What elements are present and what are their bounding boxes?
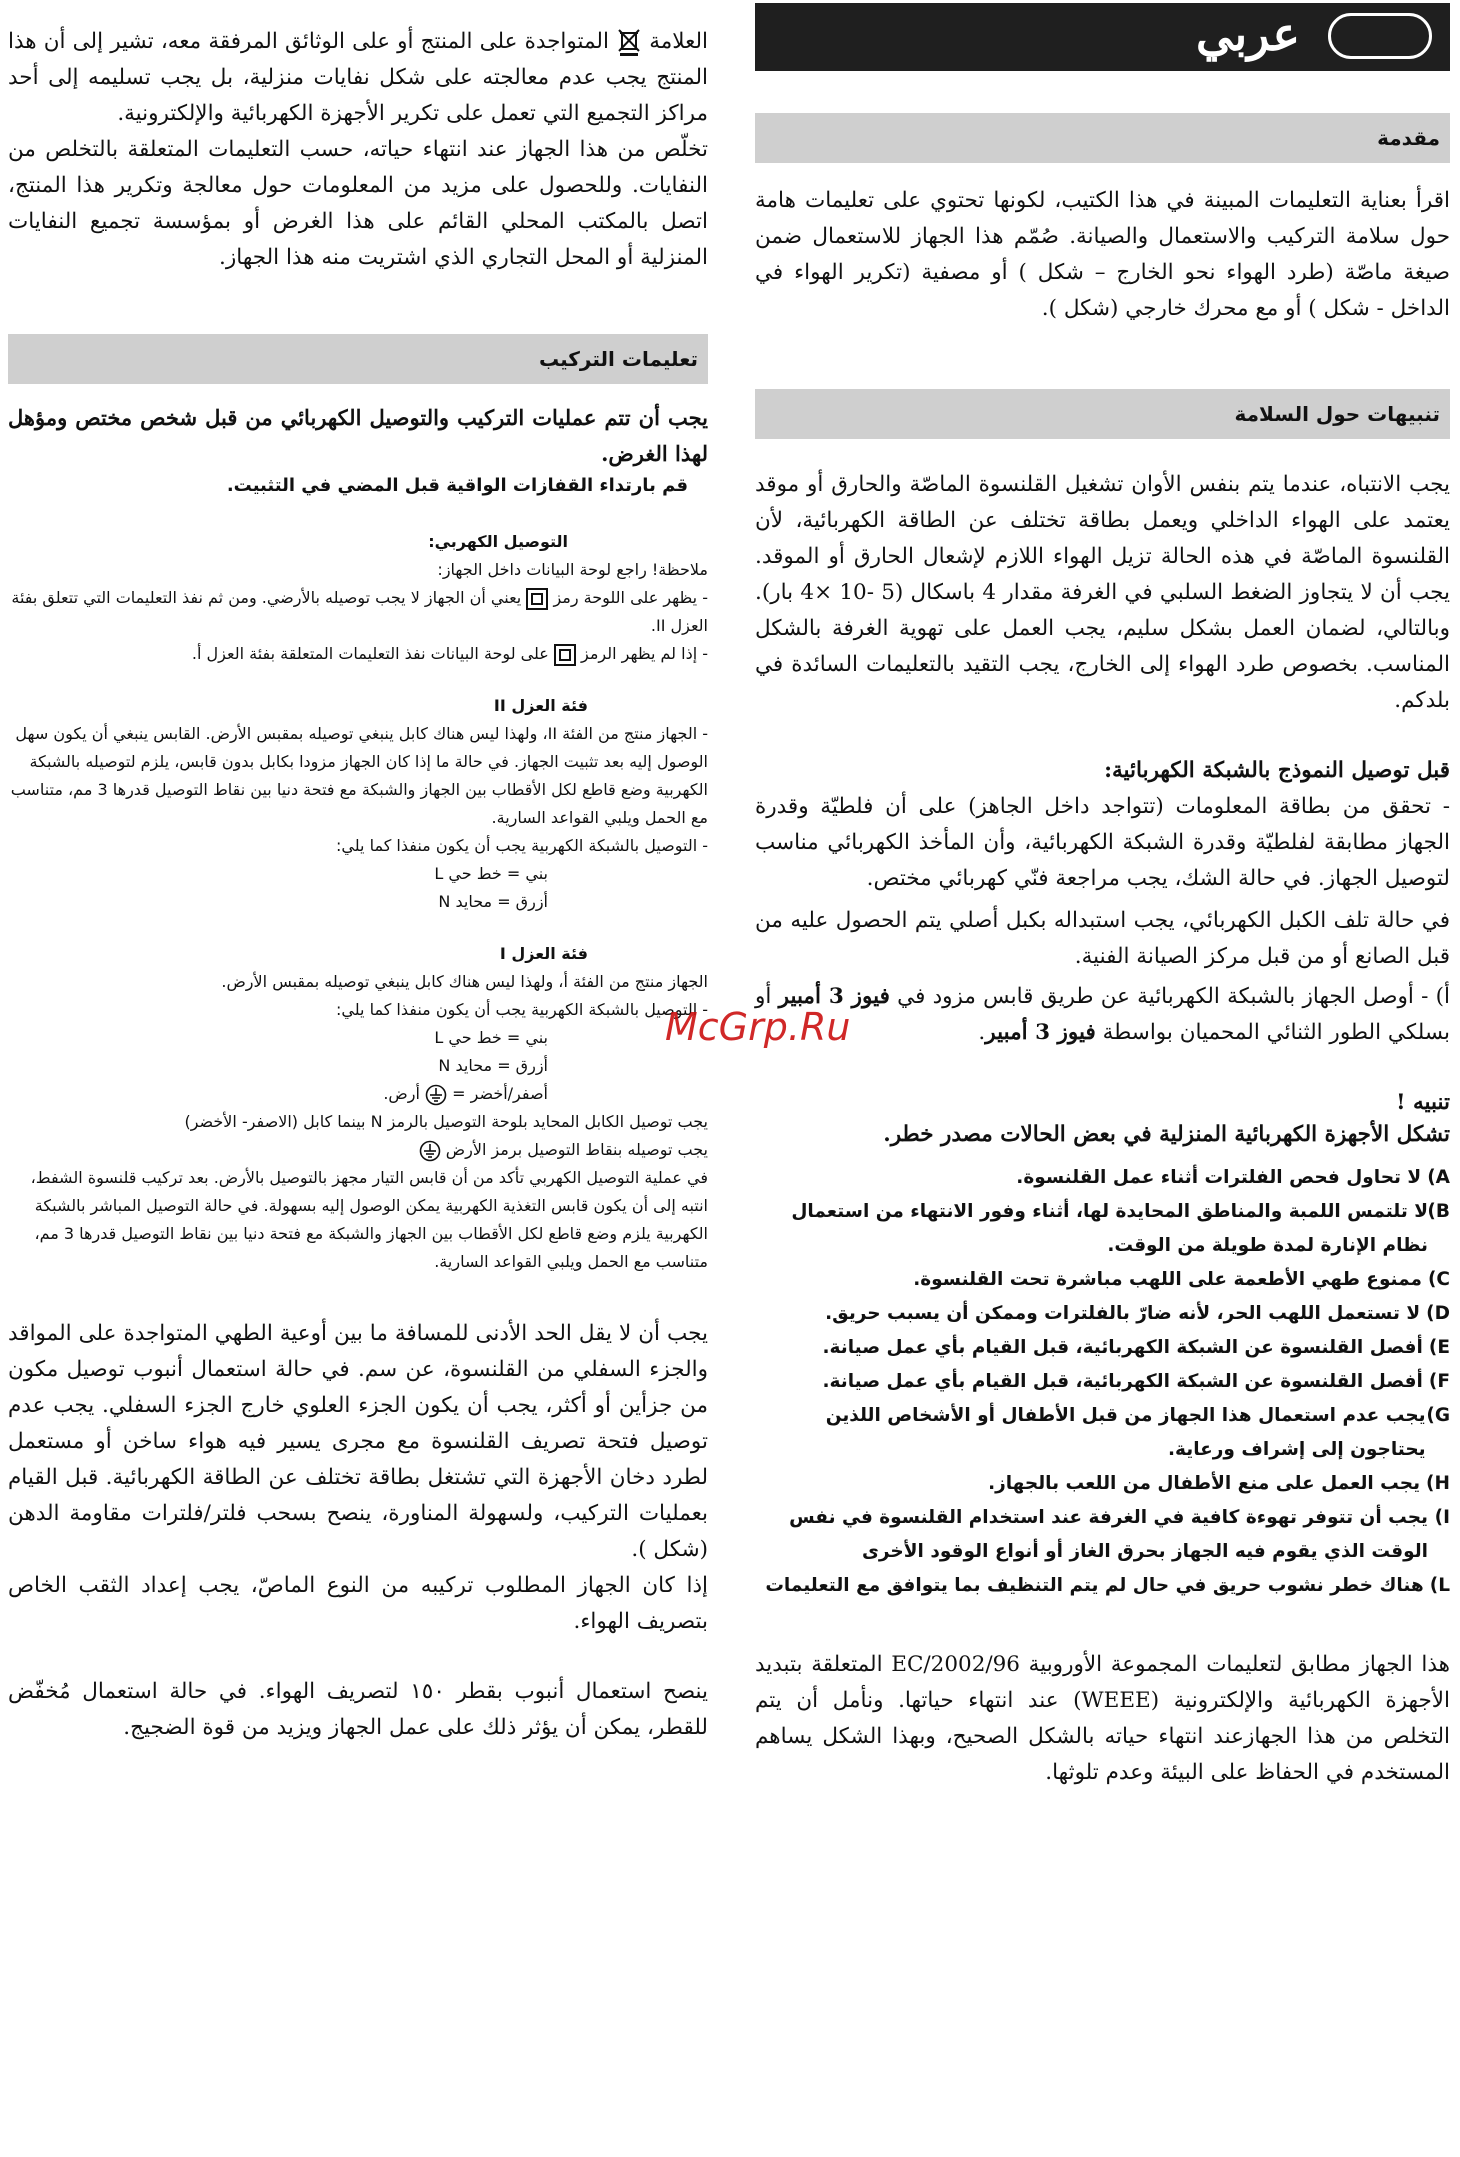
warning-letter: F) xyxy=(1428,1371,1450,1392)
electrical-item-1 xyxy=(8,584,708,640)
class2-connection: - التوصيل بالشبكة الكهربية يجب أن يكون منفذا كما يلي: xyxy=(336,836,708,855)
warning-title: تنبيه ! xyxy=(1396,1090,1450,1115)
warning-letter: H) xyxy=(1426,1473,1450,1494)
warning-item xyxy=(755,1331,1450,1365)
elec-item2-post: على لوحة البيانات نفذ التعليمات المتعلقة بفئة العزل أ. xyxy=(191,644,549,663)
class2-blue: أزرق = محايد N xyxy=(438,892,548,911)
warning-letter: A) xyxy=(1427,1167,1450,1188)
warning-letter: D) xyxy=(1426,1303,1450,1324)
suction-text: إذا كان الجهاز المطلوب تركيبه من النوع الماصّ، يجب إعداد الثقب الخاص بتصريف الهواء. xyxy=(8,1573,708,1634)
warning-item xyxy=(755,1297,1450,1331)
warning-item xyxy=(755,1263,1450,1297)
plug-text-mid: أو بسلكي الطور الثنائي المحميان بواسطة xyxy=(755,984,1450,1045)
warning-text: لا تستعمل اللهب الحر، لأنه ضارّ بالفلترات وممكن أن يسبب حريق. xyxy=(825,1303,1421,1324)
warning-letter: C) xyxy=(1427,1269,1450,1290)
plug-text-end: . xyxy=(978,1020,986,1045)
warning-item xyxy=(755,1195,1450,1263)
earth-text-pre: يجب توصيله بنقاط التوصيل برمز الأرض xyxy=(445,1140,708,1159)
warning-text: لا تحاول فحص الفلترات أثناء عمل القلنسوة. xyxy=(1016,1167,1422,1188)
warning-text: أفصل القلنسوة عن الشبكة الكهربائية، قبل القيام بأي عمل صيانة. xyxy=(822,1371,1423,1392)
warning-letter: G) xyxy=(1426,1405,1450,1426)
weee-text: هذا الجهاز مطابق لتعليمات المجموعة الأوروبية 2002/96/EC المتعلقة بتبديد الأجهزة الكهربائية والإلكترونية (WEEE) عند انتهاء حياتها. ونأمل أن يتم التخلص من هذا الجهازعند انتهاء حياته بالشكل الصحيح، وبهذا الشكل يساهم المستخدم في الحفاظ على البيئة وعدم تلوثها. xyxy=(755,1652,1450,1785)
disposal-text-1 xyxy=(8,24,708,132)
electrical-note: ملاحظة! راجع لوحة البيانات داخل الجهاز: xyxy=(437,560,708,579)
electrical-item-2 xyxy=(8,640,708,668)
safety-heading: تنبيهات حول السلامة xyxy=(1234,402,1440,426)
intro-text: اقرأ بعناية التعليمات المبينة في هذا الكتيب، لكونها تحتوي على تعليمات هامة حول سلامة التركيب والاستعمال والصيانة. صُمّم هذا الجهاز للاستعمال ضمن صيغة ماصّة (طرد الهواء نحو الخارج – شكل ) أو مصفية (تكرير الهواء في الداخل - شكل ) أو مع محرك خارجي (شكل ). xyxy=(755,188,1450,321)
warning-item xyxy=(755,1399,1450,1467)
class1-blue: أزرق = محايد N xyxy=(438,1056,548,1075)
disposal-pre: العلامة xyxy=(649,29,709,54)
neutral-instructions: يجب توصيل الكابل المحايد بلوحة التوصيل بالرمز N بينما كابل (الاصفر- الأخضر) xyxy=(184,1112,708,1131)
warning-subtitle: تشكل الأجهزة الكهربائية المنزلية في بعض الحالات مصدر خطر. xyxy=(883,1122,1450,1147)
earth-ground-icon xyxy=(419,1140,441,1162)
warning-item xyxy=(755,1467,1450,1501)
elec-item2-pre: - إذا لم يظهر الرمز xyxy=(581,644,708,663)
disposal-body-1: المتواجدة على المنتج أو على الوثائق المرفقة معه، تشير إلى أن هذا المنتج يجب عدم معالجته على شكل نفايات منزلية، بل يجب تسليمه إلى أحد مراكز التجميع التي تعمل على تكرير الأجهزة الكهربائية والإلكترونية. xyxy=(8,29,708,126)
warning-text: يجب أن تتوفر تهوءة كافية في الغرفة عند استخدام القلنسوة في نفس الوقت الذي يقوم فيه الجهاز بحرق الغاز أو أنواع الوقود الأخرى xyxy=(789,1507,1428,1562)
class2-brown: بني = خط حي L xyxy=(434,864,548,883)
install-heading: تعليمات التركيب xyxy=(538,347,698,371)
warning-text: أفصل القلنسوة عن الشبكة الكهربائية، قبل القيام بأي عمل صيانة. xyxy=(822,1337,1423,1358)
left-column xyxy=(8,0,708,1746)
safety-text: يجب الانتباه، عندما يتم بنفس الأوان تشغيل القلنسوة الماصّة والحارق أو موقد يعتمد على الهواء الداخلي ويعمل بطاقة تختلف عن الطاقة الكهربائية، لأن القلنسوة الماصّة في هذه الحالة تزيل الهواء اللازم لإشعال الحارق أو الموقد. يجب أن لا يتجاوز الضغط السلبي في الغرفة مقدار 4 باسكال (5 -10 ×4 بار). وبالتالي، لضمان العمل بشكل سليم، يجب العمل على تهوية الغرفة بالشكل المناسب. بخصوص طرد الهواء إلى الخارج، يجب التقيد بالتعليمات السائدة في بلدكم. xyxy=(755,472,1450,713)
double-insulation-icon xyxy=(554,644,576,666)
page-number-oval xyxy=(1328,13,1432,59)
earth-instructions xyxy=(8,1136,708,1164)
warning-text: يجب عدم استعمال هذا الجهاز من قبل الأطفال أو الأشخاص اللذين يحتاجون إلى إشراف ورعاية. xyxy=(825,1405,1426,1460)
connection-text: - تحقق من بطاقة المعلومات (تتواجد داخل الجاهز) على أن فلطيّة وقدرة الجهاز مطابقة لفلطيّة وقدرة الشبكة الكهربائية، وأن المأخذ الكهربائي مناسب لتوصيل الجهاز. في حالة الشك، يجب مراجعة فنّي كهربائي مختص. xyxy=(755,794,1450,891)
warning-item xyxy=(755,1501,1450,1569)
warning-item xyxy=(755,1161,1450,1195)
install-lead: يجب أن تتم عمليات التركيب والتوصيل الكهربائي من قبل شخص مختص ومؤهل لهذا الغرض. xyxy=(8,405,708,466)
plug-check-text: في عملية التوصيل الكهربي تأكد من أن قابس التيار مجهز بالتوصيل بالأرض. بعد تركيب قلنسوة الشفط، انتبه إلى أن يكون قابس التغذية الكهربية يمكن الوصول إليه بسهولة. في حالة التوصيل المباشر بالشبكة الكهربية يلزم وضع قاطع لكل الأقطاب بين الجهاز والشبكة مع فتحة دنيا بين نقاط التوصيل قدرها 3 مم، متناسب مع الحمل ويلبي القواعد السارية. xyxy=(30,1168,708,1271)
watermark: McGrp.Ru xyxy=(665,1005,851,1049)
class1-yg-post: أرض. xyxy=(383,1084,420,1103)
class1-connection: - التوصيل بالشبكة الكهربية يجب أن يكون منفذا كما يلي: xyxy=(336,1000,708,1019)
class1-yg-pre: أصفر/أخضر = xyxy=(452,1084,548,1103)
electrical-title: التوصيل الكهربي: xyxy=(428,532,568,551)
gloves-notice: قم بارتداء القفازات الواقية قبل المضي في التثبيت. xyxy=(226,475,688,496)
language-header xyxy=(755,3,1450,71)
class2-text: - الجهاز منتج من الفئة II، ولهذا ليس هناك كابل ينبغي توصيله بمقبس الأرض. القابس ينبغي أن يكون سهل الوصول إليه بعد تثبيت الجهاز. في حالة ما إذا كان الجهاز مزودا بكابل بدون قابس، يلزم لتوصيله بالشبكة الكهربية وضع قاطع لكل الأقطاب بين الجهاز والشبكة مع فتحة دنيا بين نقاط التوصيل قدرها 3 مم، متناسب مع الحمل ويلبي القواعد السارية. xyxy=(10,724,708,827)
language-title: عربي xyxy=(1196,7,1300,61)
double-insulation-icon xyxy=(526,588,548,610)
intro-heading: مقدمة xyxy=(1377,126,1440,150)
warning-text: ممنوع طهي الأطعمة على اللهب مباشرة تحت القلنسوة. xyxy=(913,1269,1422,1290)
right-column xyxy=(755,0,1450,1791)
plug-text-pre: أ) - أوصل الجهاز بالشبكة الكهربائية عن طريق قابس مزود في xyxy=(889,984,1450,1009)
pipe-text: ينصح استعمال أنبوب بقطر ١٥٠ لتصريف الهواء. في حالة استعمال مُخفّض للقطر، يمكن أن يؤثر ذلك على عمل الجهاز ويزيد من قوة الضجيج. xyxy=(8,1679,708,1740)
plug-fuse-1: فيوز 3 أمبير xyxy=(778,984,890,1009)
warning-letter: L) xyxy=(1429,1575,1450,1596)
plug-fuse-2: فيوز 3 أمبير xyxy=(985,1020,1096,1045)
elec-item1-pre: - يظهر على اللوحة رمز xyxy=(553,588,708,607)
warning-text: لا تلتمس اللمبة والمناطق المحايدة لها، أثناء وفور الانتهاء من استعمال نظام الإنارة لمدة طويلة من الوقت. xyxy=(791,1201,1428,1256)
plug-text xyxy=(755,979,1450,1051)
warning-item xyxy=(755,1569,1450,1603)
disposal-text-2: تخلّص من هذا الجهاز عند انتهاء حياته، حسب التعليمات المتعلقة بالتخلص من النفايات. وللحصول على مزيد من المعلومات حول معالجة وتكرير هذا المنتج، اتصل بالمكتب المحلي القائم على هذا الغرض أو بمؤسسة تجميع النفايات المنزلية أو المحل التجاري الذي اشتريت منه هذا الجهاز. xyxy=(8,137,708,270)
warning-letter: I) xyxy=(1434,1507,1450,1528)
warning-text: يجب العمل على منع الأطفال من اللعب بالجهاز. xyxy=(988,1473,1421,1494)
connection-title: قبل توصيل النموذج بالشبكة الكهربائية: xyxy=(1104,758,1450,783)
warning-item xyxy=(755,1365,1450,1399)
elec-item1-post: يعني أن الجهاز لا يجب توصيله بالأرضي. ومن ثم نفذ التعليمات التي تتعلق بفئة العزل II. xyxy=(11,588,708,635)
warning-letter: B) xyxy=(1427,1201,1450,1222)
safety-heading-bar xyxy=(755,389,1450,439)
warning-letter: E) xyxy=(1428,1337,1450,1358)
distance-text: يجب أن لا يقل الحد الأدنى للمسافة ما بين أوعية الطهي المتواجدة على المواقد والجزء السفلي من القلنسوة، عن سم. في حالة استعمال أنبوب توصيل مكون من جزأين أو أكثر، يجب أن يكون الجزء العلوي خارج الجزء السفلي. يجب عدم توصيل فتحة تصريف القلنسوة مع مجرى يسير فيه هواء ساخن أو مستعمل لطرد دخان الأجهزة التي تشتغل بطاقة تختلف عن الطاقة الكهربائية. قبل القيام بعمليات التركيب، ولسهولة المناورة، ينصح بسحب فلتر/فلترات مقاومة الدهن (شكل ). xyxy=(8,1321,708,1562)
intro-heading-bar xyxy=(755,113,1450,163)
class1-yellow-green xyxy=(8,1080,548,1108)
warning-text: هناك خطر نشوب حريق في حال لم يتم التنظيف بما يتوافق مع التعليمات xyxy=(765,1575,1424,1596)
cable-text: في حالة تلف الكبل الكهربائي، يجب استبداله بكبل أصلي يتم الحصول عليه من قبل الصانع أو من قبل مركز الصيانة الفنية. xyxy=(755,908,1450,969)
class1-text: الجهاز منتج من الفئة أ، ولهذا ليس هناك كابل ينبغي توصيله بمقبس الأرض. xyxy=(221,972,708,991)
crossed-bin-icon xyxy=(616,27,642,57)
class2-title: فئة العزل II xyxy=(493,696,588,715)
class1-title: فئة العزل I xyxy=(499,944,588,963)
earth-ground-icon xyxy=(425,1084,447,1106)
class1-brown: بني = خط حي L xyxy=(434,1028,548,1047)
warning-list xyxy=(755,1161,1450,1603)
install-heading-bar xyxy=(8,334,708,384)
